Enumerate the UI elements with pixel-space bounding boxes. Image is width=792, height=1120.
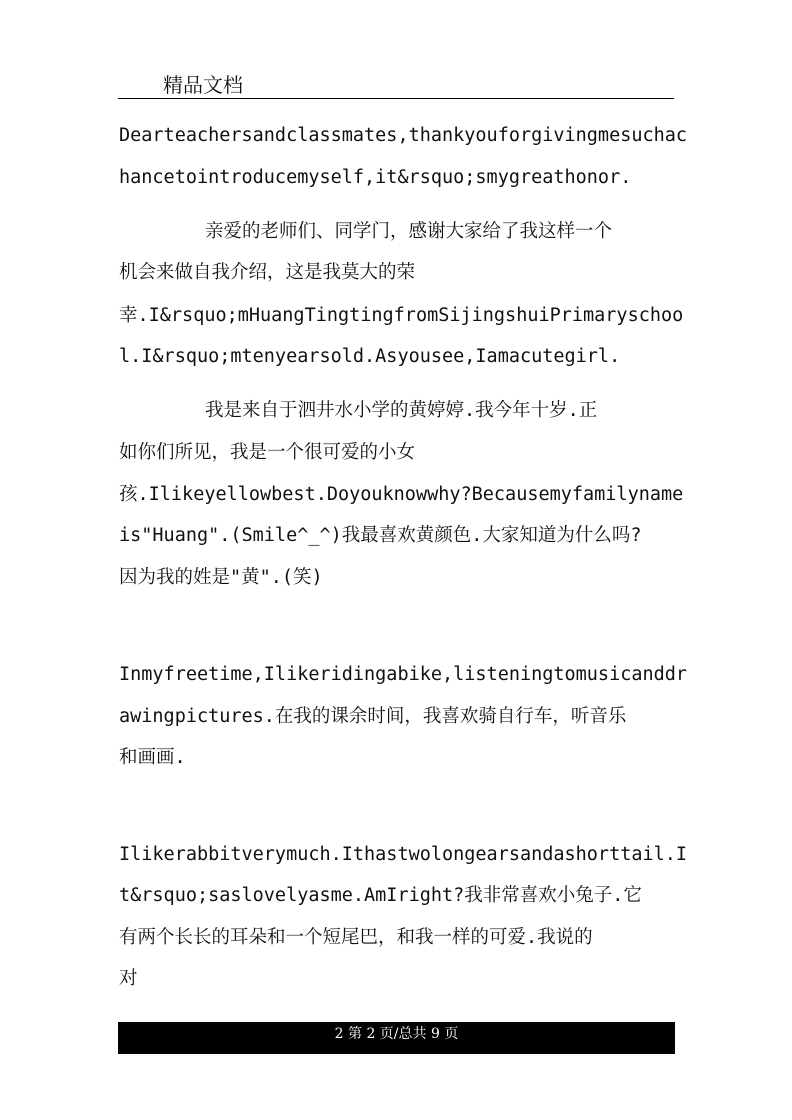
text-line: 我是来自于泗井水小学的黄婷婷.我今年十岁.正: [205, 400, 598, 421]
text-line: 机会来做自我介绍，这是我莫大的荣: [119, 262, 416, 283]
text-line: 对: [119, 968, 138, 989]
text-line: Ilikerabbitverymuch.Ithastwolongearsandashorttail.I: [119, 844, 688, 865]
text-line: 亲爱的老师们、同学门，感谢大家给了我这样一个: [205, 221, 613, 242]
text-line: hancetointroducemyself,it&rsquo;smygreathonor.: [119, 167, 632, 188]
text-line: awingpictures.在我的课余时间，我喜欢骑自行车，听音乐: [119, 706, 627, 727]
text-line: 幸.I&rsquo;mHuangTingtingfromSijingshuiPrimaryschoo: [119, 305, 684, 326]
text-line: l.I&rsquo;mtenyearsold.Asyousee,Iamacutegirl.: [119, 346, 621, 367]
text-line: Inmyfreetime,Ilikeridingabike,listeningtomusicanddr: [119, 664, 688, 685]
header-divider: [118, 98, 674, 99]
text-line: 有两个长长的耳朵和一个短尾巴，和我一样的可爱.我说的: [119, 927, 593, 948]
text-line: 因为我的姓是"黄".(笑): [119, 567, 323, 588]
header-title: 精品文档: [163, 73, 243, 97]
text-line: t&rsquo;saslovelyasme.AmIright?我非常喜欢小兔子.它: [119, 885, 642, 906]
text-line: is"Huang".(Smile^_^)我最喜欢黄颜色.大家知道为什么吗?: [119, 525, 642, 546]
text-line: 和画画.: [119, 747, 186, 768]
page-footer: [118, 1022, 675, 1054]
text-line: 如你们所见，我是一个很可爱的小女: [119, 442, 416, 463]
text-line: Dearteachersandclassmates,thankyouforgivingmesuchac: [119, 125, 688, 146]
text-line: 孩.Ilikeyellowbest.Doyouknowwhy?Becausemyfamilyname: [119, 484, 684, 505]
page-number: 2 第 2 页/总共 9 页: [334, 1026, 459, 1042]
